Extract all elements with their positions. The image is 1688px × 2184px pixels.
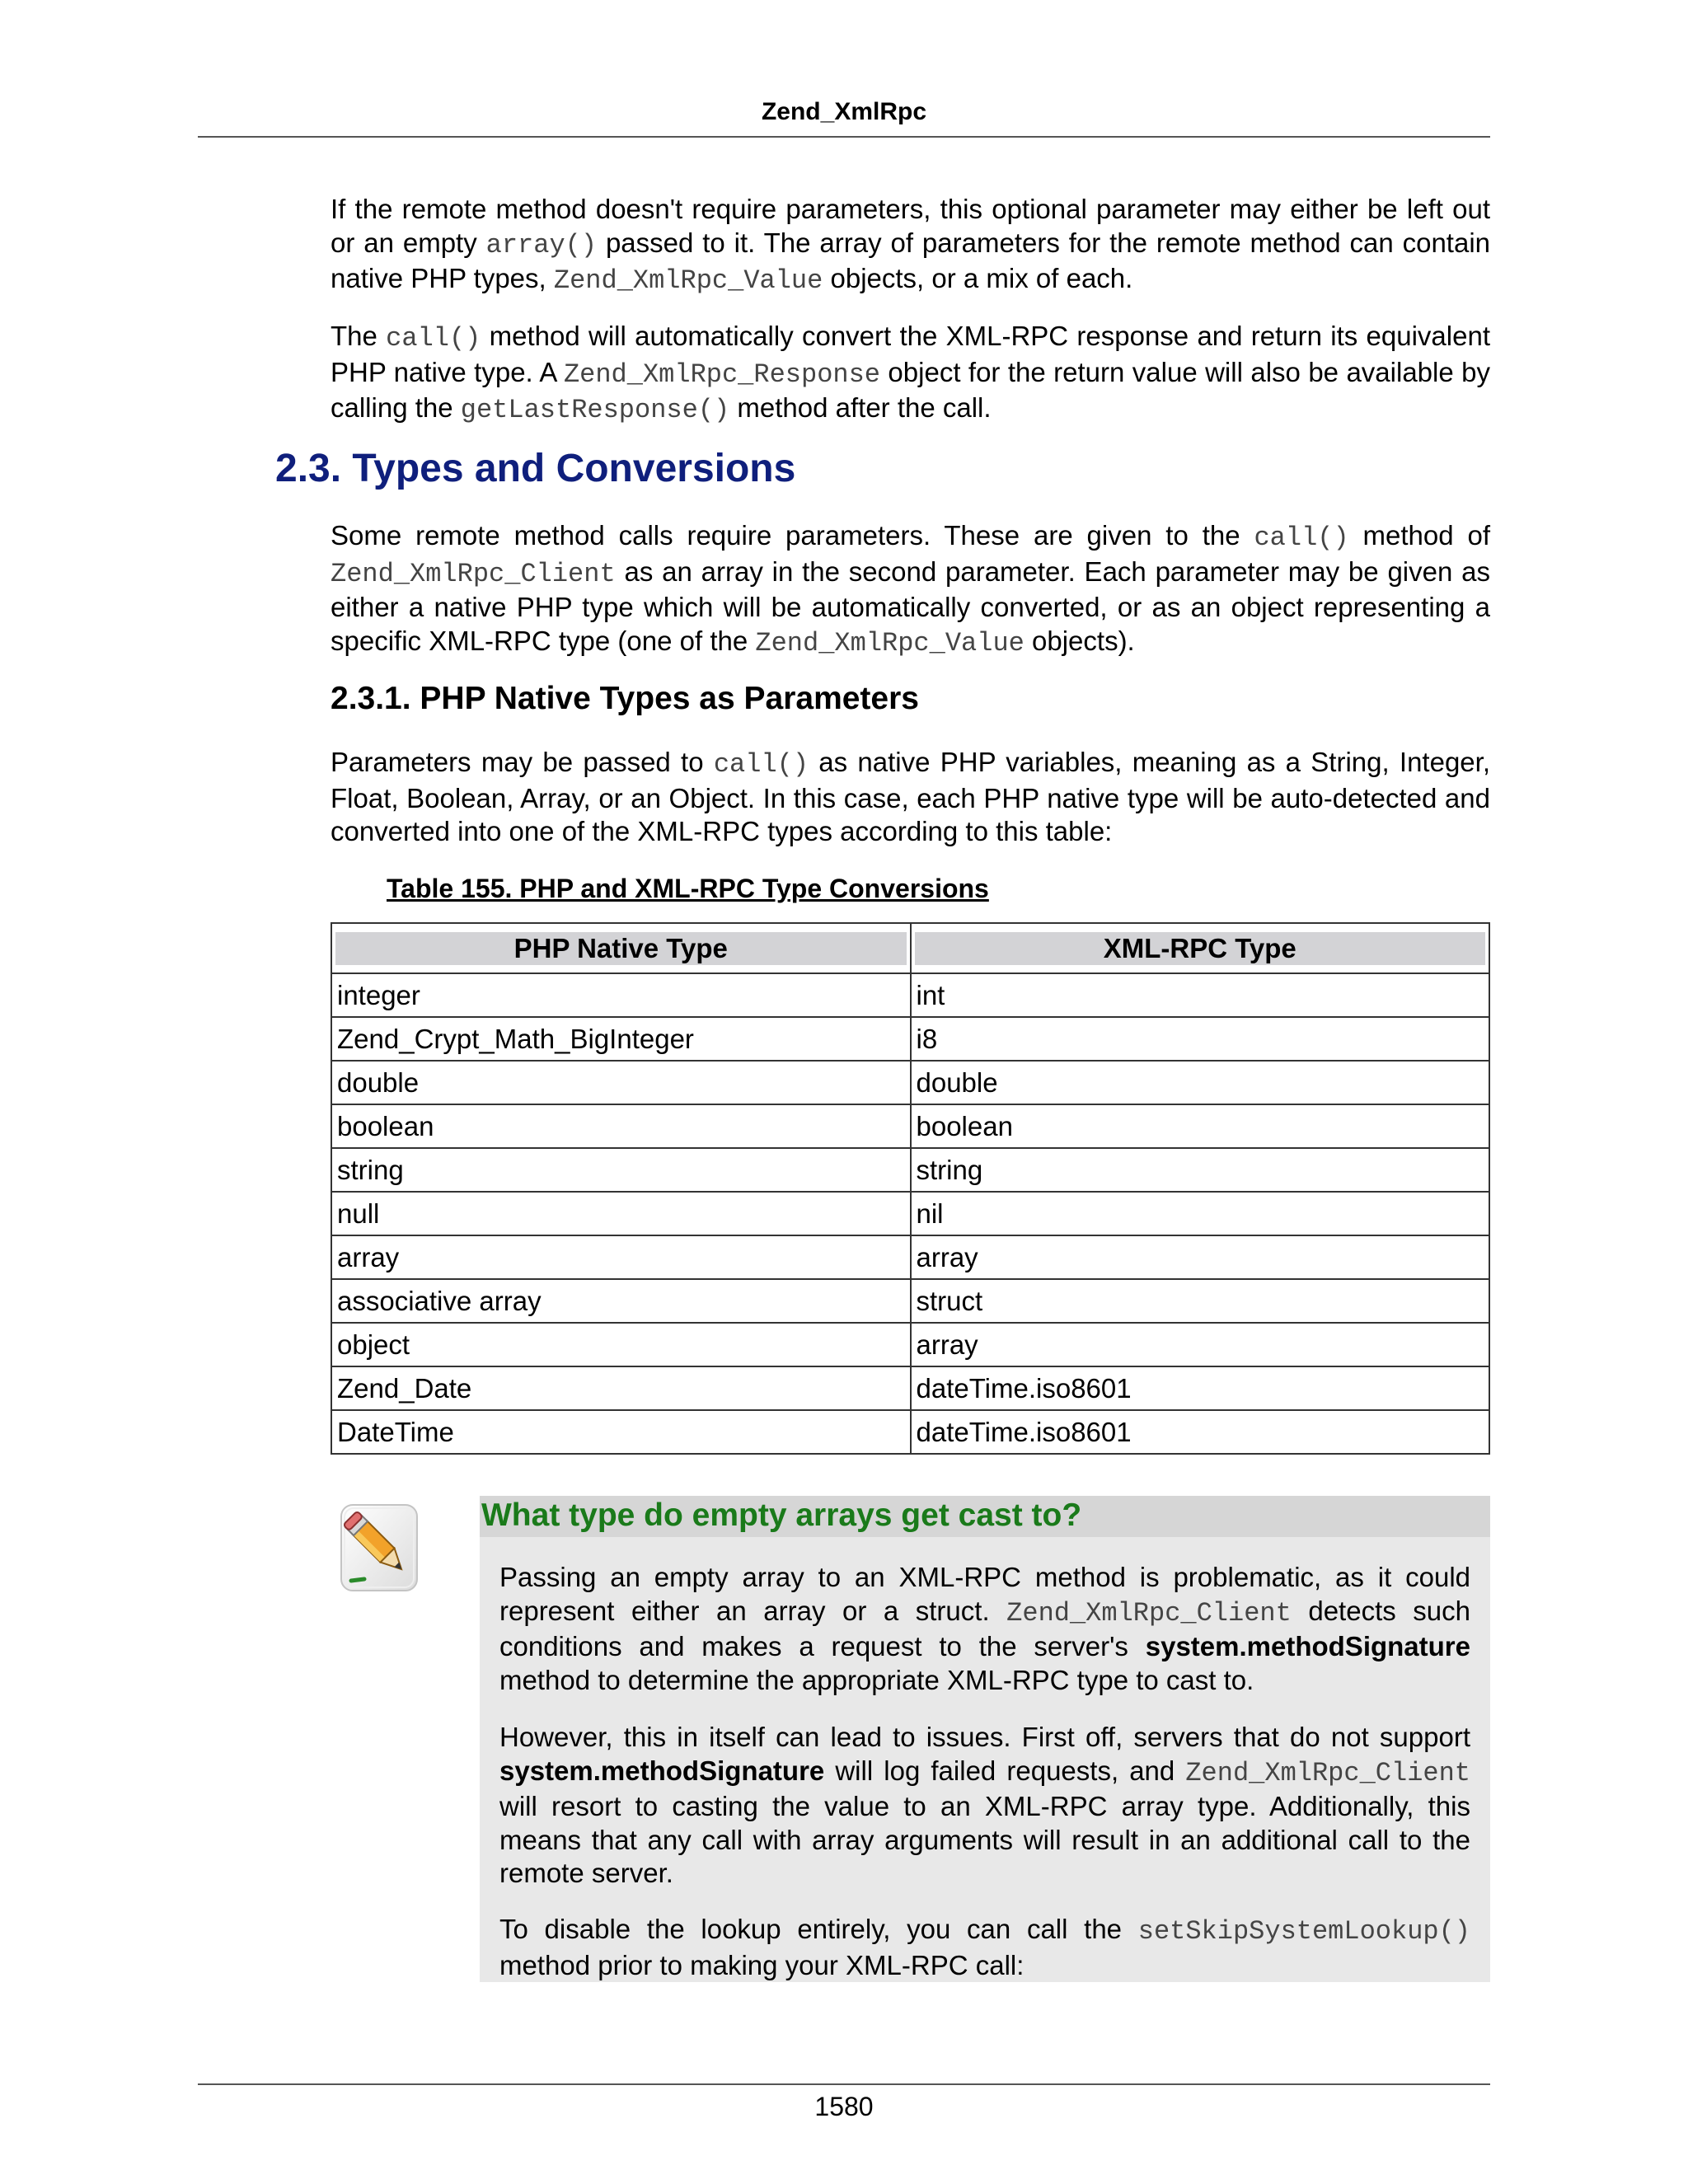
table-row xyxy=(331,1410,1489,1454)
xmlrpc-type-cell: array xyxy=(911,1323,1490,1366)
php-type-cell: associative array xyxy=(331,1279,911,1323)
note-paragraph-1: Passing an empty array to an XML-RPC method is problematic, as it could represent either an array or a struct. Zend_XmlRpc_Client detects such conditions and makes a request to the server's system.methodSignature method to determine the appropriate XML-RPC type to cast to. xyxy=(499,1562,1470,1695)
note-box xyxy=(480,1496,1490,1982)
php-type-cell: string xyxy=(331,1148,911,1192)
table-header-cell: XML-RPC Type xyxy=(911,923,1490,973)
xmlrpc-type-cell: i8 xyxy=(911,1017,1490,1061)
section-heading: 2.3. Types and Conversions xyxy=(275,447,796,490)
note-paragraph-3: To disable the lookup entirely, you can call the setSkipSystemLookup() method prior to making your XML-RPC call: xyxy=(499,1914,1470,1980)
intro-paragraph-2: The call() method will automatically convert the XML-RPC response and return its equivalent PHP native type. A Zend_XmlRpc_Response object for the return value will also be available by calling the getLastResponse() method after the call. xyxy=(331,321,1490,425)
table-row xyxy=(331,1323,1489,1366)
table-row xyxy=(331,1061,1489,1104)
php-type-cell: integer xyxy=(331,973,911,1017)
table-row xyxy=(331,1148,1489,1192)
type-conversion-table xyxy=(331,922,1490,1455)
section-paragraph: Some remote method calls require parameters. These are given to the call() method of Zend_XmlRpc_Client as an array in the second parameter. Each parameter may be given as either a native PHP type which will be automatically converted, or as an object representing a specific XML-RPC type (one of the Zend_XmlRpc_Value objects). xyxy=(331,520,1490,658)
subsection-heading: 2.3.1. PHP Native Types as Parameters xyxy=(331,681,919,716)
xmlrpc-type-cell: dateTime.iso8601 xyxy=(911,1410,1490,1454)
php-type-cell: Zend_Crypt_Math_BigInteger xyxy=(331,1017,911,1061)
running-header: Zend_XmlRpc xyxy=(761,98,927,125)
php-type-cell: null xyxy=(331,1192,911,1235)
xmlrpc-type-cell: nil xyxy=(911,1192,1490,1235)
table-row xyxy=(331,1104,1489,1148)
xmlrpc-type-cell: double xyxy=(911,1061,1490,1104)
php-type-cell: array xyxy=(331,1235,911,1279)
table-row xyxy=(331,1017,1489,1061)
php-type-cell: boolean xyxy=(331,1104,911,1148)
page-number: 1580 xyxy=(814,2092,874,2121)
php-type-cell: double xyxy=(331,1061,911,1104)
table-row xyxy=(331,1192,1489,1235)
table-row xyxy=(331,1366,1489,1410)
table-row xyxy=(331,1235,1489,1279)
note-paragraph-2: However, this in itself can lead to issues. First off, servers that do not support system.methodSignature will log failed requests, and Zend_XmlRpc_Client will resort to casting the value to an XML-RPC array type. Additionally, this means that any call with array arguments will result in an additional call to the remote server. xyxy=(499,1722,1470,1888)
php-type-cell: object xyxy=(331,1323,911,1366)
xmlrpc-type-cell: struct xyxy=(911,1279,1490,1323)
pencil-note-icon xyxy=(336,1500,427,1599)
note-title: What type do empty arrays get cast to? xyxy=(480,1496,1490,1537)
subsection-paragraph: Parameters may be passed to call() as native PHP variables, meaning as a String, Integer, Float, Boolean, Array, or an Object. In this case, each PHP native type will be auto-detected and converted into one of the XML-RPC types according to this table: xyxy=(331,747,1491,846)
footer-divider xyxy=(198,2083,1490,2085)
table-row xyxy=(331,973,1489,1017)
xmlrpc-type-cell: dateTime.iso8601 xyxy=(911,1366,1490,1410)
table-header-row xyxy=(331,923,1489,973)
header-divider xyxy=(198,136,1490,138)
table-row xyxy=(331,1279,1489,1323)
xmlrpc-type-cell: boolean xyxy=(911,1104,1490,1148)
intro-paragraph-1: If the remote method doesn't require parameters, this optional parameter may either be left out or an empty array() passed to it. The array of parameters for the remote method can contain native PHP types, Zend_XmlRpc_Value objects, or a mix of each. xyxy=(331,194,1491,296)
xmlrpc-type-cell: int xyxy=(911,973,1490,1017)
xmlrpc-type-cell: string xyxy=(911,1148,1490,1192)
table-header-cell: PHP Native Type xyxy=(331,923,911,973)
table-caption: Table 155. PHP and XML-RPC Type Conversions xyxy=(387,874,989,903)
php-type-cell: DateTime xyxy=(331,1410,911,1454)
xmlrpc-type-cell: array xyxy=(911,1235,1490,1279)
php-type-cell: Zend_Date xyxy=(331,1366,911,1410)
